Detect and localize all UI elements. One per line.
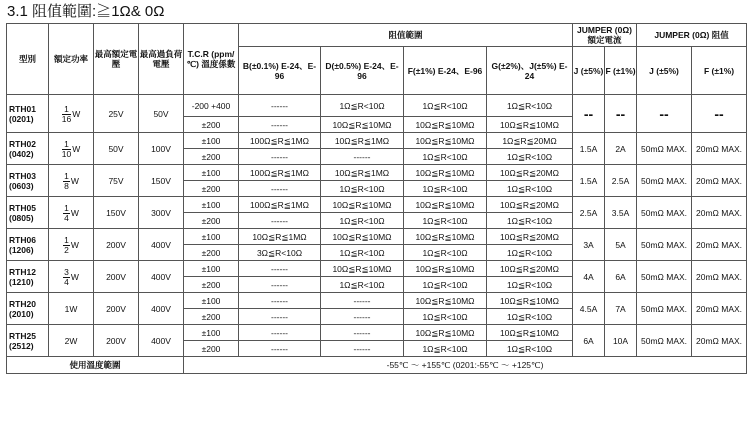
rated-voltage: 50V: [94, 133, 139, 165]
type-name: RTH12: [9, 266, 36, 277]
jumper-current-j: --: [573, 95, 605, 133]
range-b: ------: [239, 95, 321, 117]
jumper-res-j: 50mΩ MAX.: [637, 197, 692, 229]
jumper-current-j: 1.5A: [573, 165, 605, 197]
jumper-current-j: 3A: [573, 229, 605, 261]
header-b: B(±0.1%) E-24、E-96: [239, 47, 321, 95]
range-d: 1Ω≦R<10Ω: [321, 245, 404, 261]
range-g: 10Ω≦R≦20MΩ: [487, 197, 573, 213]
range-d: 1Ω≦R<10Ω: [321, 95, 404, 117]
power-cell: [49, 95, 94, 133]
power-cell: [49, 197, 94, 229]
range-f: 10Ω≦R≦10MΩ: [404, 117, 487, 133]
header-jumper-resistance: JUMPER (0Ω) 阻值: [637, 24, 747, 47]
overload-voltage: 100V: [139, 133, 184, 165]
power-unit: W: [72, 144, 81, 154]
tcr-value: ±200: [184, 309, 239, 325]
range-f: 1Ω≦R<10Ω: [404, 309, 487, 325]
type-name: RTH03: [9, 170, 36, 181]
range-d: 10Ω≦R≦10MΩ: [321, 117, 404, 133]
overload-voltage: 400V: [139, 229, 184, 261]
jumper-current-j: 1.5A: [573, 133, 605, 165]
type-code: (0402): [9, 148, 34, 159]
type-code: (0201): [9, 113, 34, 124]
power-numerator: 1: [64, 202, 69, 213]
type-code: (0603): [9, 180, 34, 191]
jumper-res-j: 50mΩ MAX.: [637, 229, 692, 261]
range-d: 1Ω≦R<10Ω: [321, 213, 404, 229]
jumper-res-j: 50mΩ MAX.: [637, 325, 692, 357]
tcr-value: ±200: [184, 213, 239, 229]
range-f: 1Ω≦R<10Ω: [404, 95, 487, 117]
table-row: [7, 197, 747, 213]
type-code: (2010): [9, 308, 34, 319]
power-cell: 2W: [49, 325, 94, 357]
jumper-current-f: 2.5A: [605, 165, 637, 197]
power-numerator: 3: [64, 266, 69, 277]
range-g: 10Ω≦R≦20MΩ: [487, 261, 573, 277]
type-cell: [7, 95, 49, 133]
jumper-res-j: 50mΩ MAX.: [637, 293, 692, 325]
range-b: ------: [239, 117, 321, 133]
power-unit: W: [72, 109, 81, 119]
power-numerator: 1: [62, 105, 71, 115]
range-b: ------: [239, 181, 321, 197]
range-f: 10Ω≦R≦10MΩ: [404, 261, 487, 277]
header-d: D(±0.5%) E-24、E-96: [321, 47, 404, 95]
jumper-current-j: 4A: [573, 261, 605, 293]
range-b: 3Ω≦R<10Ω: [239, 245, 321, 261]
type-cell: [7, 165, 49, 197]
jumper-current-f: 3.5A: [605, 197, 637, 229]
type-name: RTH25: [9, 330, 36, 341]
range-b: ------: [239, 213, 321, 229]
type-cell: [7, 229, 49, 261]
range-g: 1Ω≦R<10Ω: [487, 213, 573, 229]
tcr-value: ±100: [184, 229, 239, 245]
range-d: 10Ω≦R≦10MΩ: [321, 229, 404, 245]
range-g: 10Ω≦R≦10MΩ: [487, 325, 573, 341]
power-denominator: 2: [64, 244, 69, 255]
range-f: 1Ω≦R<10Ω: [404, 245, 487, 261]
type-code: (1210): [9, 276, 34, 287]
jumper-current-f: 2A: [605, 133, 637, 165]
power-fraction: [62, 140, 71, 159]
jumper-res-j: --: [637, 95, 692, 133]
range-b: 10Ω≦R≦1MΩ: [239, 229, 321, 245]
tcr-value: ±200: [184, 277, 239, 293]
header-overload-voltage: 最高過負荷電壓: [139, 24, 184, 95]
type-cell: [7, 325, 49, 357]
header-type: 型別: [7, 24, 49, 95]
range-d: ------: [321, 293, 404, 309]
range-d: 10Ω≦R≦1MΩ: [321, 133, 404, 149]
range-g: 1Ω≦R<10Ω: [487, 245, 573, 261]
range-g: 1Ω≦R<10Ω: [487, 341, 573, 357]
range-g: 1Ω≦R<10Ω: [487, 309, 573, 325]
footer-label: 使用溫度範圍: [7, 357, 184, 374]
power-denominator: 10: [61, 148, 72, 159]
tcr-value: ±200: [184, 341, 239, 357]
header-f1-current: F (±1%): [605, 47, 637, 95]
tcr-value: ±200: [184, 149, 239, 165]
jumper-current-f: 5A: [605, 229, 637, 261]
power-unit: W: [70, 208, 79, 218]
power-cell: [49, 165, 94, 197]
rated-voltage: 25V: [94, 95, 139, 133]
table-row: [7, 165, 747, 181]
range-f: 10Ω≦R≦10MΩ: [404, 229, 487, 245]
overload-voltage: 50V: [139, 95, 184, 133]
tcr-value: ±100: [184, 261, 239, 277]
power-fraction: [63, 172, 70, 191]
jumper-res-f: 20mΩ MAX.: [692, 229, 747, 261]
jumper-res-f: 20mΩ MAX.: [692, 165, 747, 197]
range-b: ------: [239, 277, 321, 293]
tcr-value: ±100: [184, 293, 239, 309]
power-fraction: [63, 204, 70, 223]
table-row: [7, 293, 747, 309]
power-unit: W: [70, 272, 79, 282]
range-b: ------: [239, 341, 321, 357]
power-denominator: 4: [64, 212, 69, 223]
range-d: 10Ω≦R≦10MΩ: [321, 261, 404, 277]
range-f: 1Ω≦R<10Ω: [404, 277, 487, 293]
range-b: ------: [239, 293, 321, 309]
type-code: (2512): [9, 340, 34, 351]
table-row: [7, 325, 747, 341]
jumper-current-j: 6A: [573, 325, 605, 357]
jumper-res-j: 50mΩ MAX.: [637, 133, 692, 165]
jumper-res-f: 20mΩ MAX.: [692, 197, 747, 229]
power-numerator: 1: [64, 234, 69, 245]
range-g: 1Ω≦R≦20MΩ: [487, 133, 573, 149]
range-g: 10Ω≦R≦10MΩ: [487, 117, 573, 133]
power-unit: W: [70, 176, 79, 186]
range-b: ------: [239, 261, 321, 277]
table-row: [7, 133, 747, 149]
range-d: 10Ω≦R≦10MΩ: [321, 197, 404, 213]
header-tcr: T.C.R (ppm/℃) 溫度係數: [184, 24, 239, 95]
jumper-current-f: 7A: [605, 293, 637, 325]
jumper-current-j: 4.5A: [573, 293, 605, 325]
power-fraction: [63, 268, 70, 287]
range-f: 10Ω≦R≦10MΩ: [404, 293, 487, 309]
range-g: 1Ω≦R<10Ω: [487, 181, 573, 197]
type-cell: [7, 133, 49, 165]
range-f: 10Ω≦R≦10MΩ: [404, 197, 487, 213]
range-d: ------: [321, 149, 404, 165]
range-g: 10Ω≦R≦10MΩ: [487, 293, 573, 309]
jumper-res-f: --: [692, 95, 747, 133]
range-b: 100Ω≦R≦1MΩ: [239, 165, 321, 181]
jumper-res-j: 50mΩ MAX.: [637, 165, 692, 197]
power-cell: [49, 133, 94, 165]
header-rated-voltage: 最高額定電壓: [94, 24, 139, 95]
range-g: 1Ω≦R<10Ω: [487, 149, 573, 165]
tcr-value: ±200: [184, 181, 239, 197]
header-f1-resistance: F (±1%): [692, 47, 747, 95]
overload-voltage: 150V: [139, 165, 184, 197]
jumper-res-f: 20mΩ MAX.: [692, 325, 747, 357]
range-d: 1Ω≦R<10Ω: [321, 181, 404, 197]
header-f: F(±1%) E-24、E-96: [404, 47, 487, 95]
rated-voltage: 200V: [94, 229, 139, 261]
type-name: RTH02: [9, 138, 36, 149]
type-name: RTH20: [9, 298, 36, 309]
range-g: 1Ω≦R<10Ω: [487, 277, 573, 293]
range-g: 10Ω≦R≦20MΩ: [487, 165, 573, 181]
range-f: 1Ω≦R<10Ω: [404, 149, 487, 165]
table-row: [7, 95, 747, 117]
rated-voltage: 75V: [94, 165, 139, 197]
range-f: 1Ω≦R<10Ω: [404, 181, 487, 197]
range-b: 100Ω≦R≦1MΩ: [239, 133, 321, 149]
table-row: [7, 261, 747, 277]
range-b: ------: [239, 309, 321, 325]
power-denominator: 8: [64, 180, 69, 191]
overload-voltage: 300V: [139, 197, 184, 229]
range-f: 10Ω≦R≦10MΩ: [404, 325, 487, 341]
type-cell: [7, 197, 49, 229]
spec-table: [6, 23, 747, 374]
tcr-value: -200 +400: [184, 95, 239, 117]
range-g: 1Ω≦R<10Ω: [487, 95, 573, 117]
range-g: 10Ω≦R≦20MΩ: [487, 229, 573, 245]
section-title: 3.1 阻值範圍:≧1Ω& 0Ω: [7, 3, 165, 20]
range-d: 10Ω≦R≦1MΩ: [321, 165, 404, 181]
jumper-current-j: 2.5A: [573, 197, 605, 229]
header-power: 額定功率: [49, 24, 94, 95]
power-cell: [49, 261, 94, 293]
jumper-current-f: 6A: [605, 261, 637, 293]
type-name: RTH06: [9, 234, 36, 245]
tcr-value: ±200: [184, 245, 239, 261]
tcr-value: ±200: [184, 117, 239, 133]
range-b: 100Ω≦R≦1MΩ: [239, 197, 321, 213]
power-fraction: [63, 236, 70, 255]
header-range: 阻值範圍: [239, 24, 573, 47]
type-code: (1206): [9, 244, 34, 255]
power-cell: [49, 229, 94, 261]
range-f: 1Ω≦R<10Ω: [404, 341, 487, 357]
type-cell: [7, 261, 49, 293]
overload-voltage: 400V: [139, 261, 184, 293]
power-fraction: [62, 105, 71, 124]
range-b: ------: [239, 149, 321, 165]
range-d: ------: [321, 325, 404, 341]
footer-value: -55℃ ～ +155℃ (0201:-55℃ ～ +125℃): [184, 357, 747, 374]
tcr-value: ±100: [184, 197, 239, 213]
header-gj: G(±2%)、J(±5%) E-24: [487, 47, 573, 95]
range-b: ------: [239, 325, 321, 341]
rated-voltage: 150V: [94, 197, 139, 229]
power-denominator: 4: [64, 276, 69, 287]
power-denominator: 16: [61, 113, 72, 124]
rated-voltage: 200V: [94, 261, 139, 293]
range-f: 10Ω≦R≦10MΩ: [404, 133, 487, 149]
jumper-res-f: 20mΩ MAX.: [692, 133, 747, 165]
type-name: RTH01: [9, 103, 36, 114]
jumper-res-j: 50mΩ MAX.: [637, 261, 692, 293]
overload-voltage: 400V: [139, 325, 184, 357]
jumper-res-f: 20mΩ MAX.: [692, 293, 747, 325]
power-cell: 1W: [49, 293, 94, 325]
range-f: 10Ω≦R≦10MΩ: [404, 165, 487, 181]
header-j5-current: J (±5%): [573, 47, 605, 95]
type-cell: [7, 293, 49, 325]
jumper-current-f: 10A: [605, 325, 637, 357]
header-j5-resistance: J (±5%): [637, 47, 692, 95]
tcr-value: ±100: [184, 325, 239, 341]
rated-voltage: 200V: [94, 325, 139, 357]
range-d: ------: [321, 341, 404, 357]
jumper-current-f: --: [605, 95, 637, 133]
power-numerator: 1: [62, 140, 71, 150]
jumper-res-f: 20mΩ MAX.: [692, 261, 747, 293]
overload-voltage: 400V: [139, 293, 184, 325]
range-d: ------: [321, 309, 404, 325]
rated-voltage: 200V: [94, 293, 139, 325]
tcr-value: ±100: [184, 165, 239, 181]
header-jumper-current: JUMPER (0Ω) 額定電流: [573, 24, 637, 47]
power-unit: W: [70, 240, 79, 250]
power-numerator: 1: [64, 170, 69, 181]
range-d: 1Ω≦R<10Ω: [321, 277, 404, 293]
table-row: [7, 229, 747, 245]
range-f: 1Ω≦R<10Ω: [404, 213, 487, 229]
tcr-value: ±100: [184, 133, 239, 149]
type-code: (0805): [9, 212, 34, 223]
type-name: RTH05: [9, 202, 36, 213]
